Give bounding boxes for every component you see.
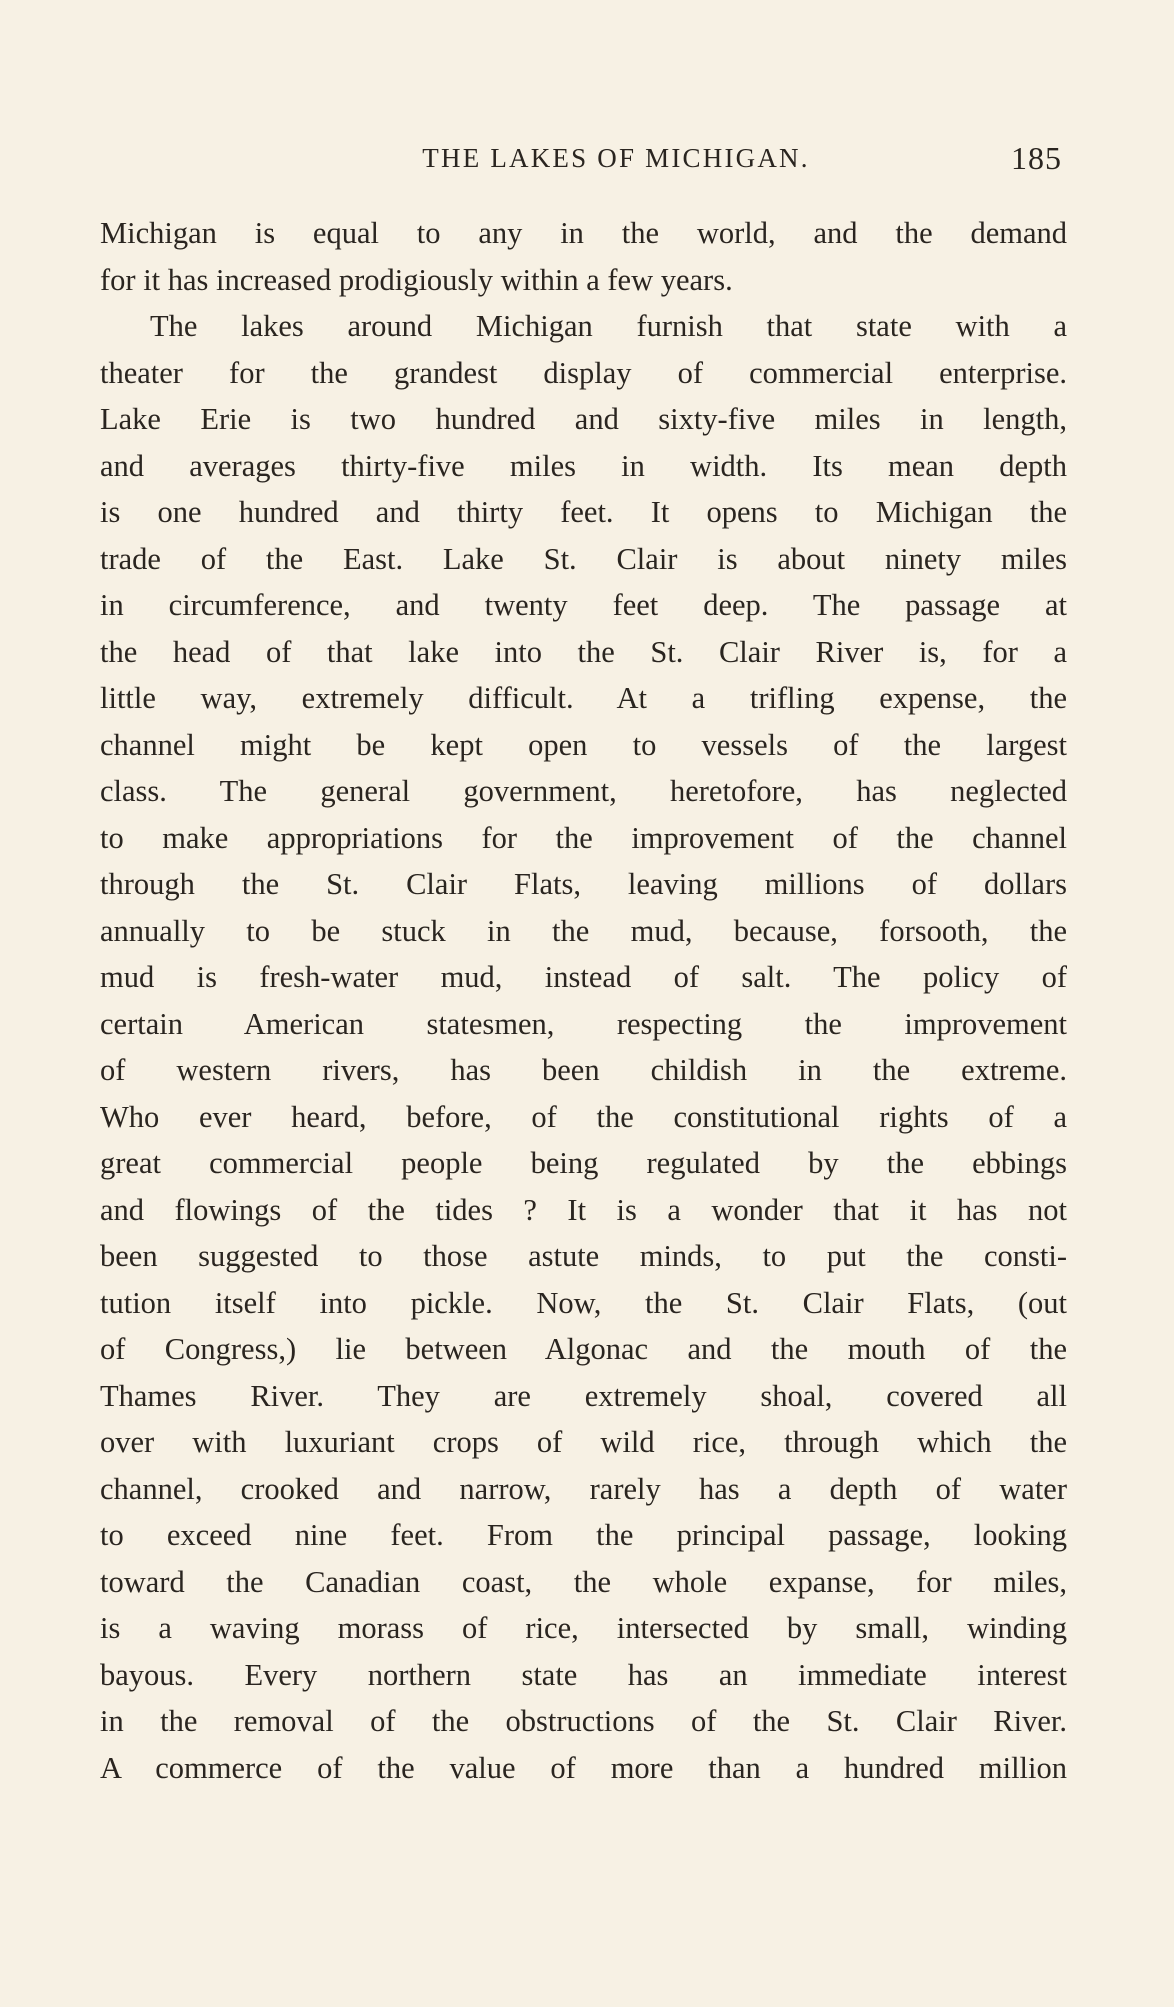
text-line: trade of the East. Lake St. Clair is about ninety miles (100, 541, 1067, 576)
running-title: THE LAKES OF MICHIGAN. (422, 143, 810, 173)
text-line: tution itself into pickle. Now, the St. Clair Flats, (out (100, 1285, 1067, 1320)
text-line: Lake Erie is two hundred and sixty-five miles in length, (100, 402, 1067, 436)
text-line: great commercial people being regulated by the ebbings (100, 1146, 1067, 1180)
text-line: to make appropriations for the improvement of the channel (100, 820, 1067, 855)
text-line: and flowings of the tides ? It is a wonder that it has not (100, 1192, 1067, 1227)
text-line: is one hundred and thirty feet. It opens to Michigan the (100, 495, 1067, 529)
text-line: the head of that lake into the St. Clair River is, for a (100, 634, 1067, 669)
text-line: in circumference, and twenty feet deep. The passage at (100, 588, 1067, 622)
text-line: channel, crooked and narrow, rarely has a depth of water (100, 1471, 1067, 1506)
text-line: over with luxuriant crops of wild rice, through which the (100, 1425, 1067, 1459)
text-line: of Congress,) lie between Algonac and the mouth of the (100, 1332, 1067, 1366)
body-text (100, 210, 1067, 1791)
text-line: been suggested to those astute minds, to put the consti- (100, 1239, 1067, 1273)
text-line: A commerce of the value of more than a hundred million (100, 1750, 1067, 1785)
text-line: class. The general government, heretofore, has neglected (100, 774, 1067, 808)
page-number: 185 (1011, 140, 1062, 176)
running-head (80, 138, 1062, 178)
text-line: of western rivers, has been childish in the extreme. (100, 1053, 1067, 1087)
text-line: annually to be stuck in the mud, because, forsooth, the (100, 913, 1067, 948)
text-line: Michigan is equal to any in the world, and the demand (100, 216, 1067, 250)
text-line: little way, extremely difficult. At a trifling expense, the (100, 681, 1067, 715)
text-line: in the removal of the obstructions of the St. Clair River. (100, 1704, 1067, 1738)
text-line: mud is fresh-water mud, instead of salt. The policy of (100, 960, 1067, 994)
text-line: channel might be kept open to vessels of the largest (100, 727, 1067, 762)
text-line: Who ever heard, before, of the constitutional rights of a (100, 1099, 1067, 1134)
text-line: The lakes around Michigan furnish that state with a (150, 309, 1067, 343)
text-line: and averages thirty-five miles in width. Its mean depth (100, 448, 1067, 483)
text-line: theater for the grandest display of commercial enterprise. (100, 355, 1067, 390)
text-line: for it has increased prodigiously within a few years. (100, 262, 733, 297)
text-line: through the St. Clair Flats, leaving millions of dollars (100, 867, 1067, 901)
text-line: to exceed nine feet. From the principal passage, looking (100, 1518, 1067, 1552)
text-line: certain American statesmen, respecting the improvement (100, 1006, 1067, 1041)
text-line: toward the Canadian coast, the whole expanse, for miles, (100, 1564, 1067, 1599)
text-line: Thames River. They are extremely shoal, covered all (100, 1378, 1067, 1413)
text-line: is a waving morass of rice, intersected by small, winding (100, 1611, 1067, 1645)
text-line: bayous. Every northern state has an immediate interest (100, 1657, 1067, 1692)
